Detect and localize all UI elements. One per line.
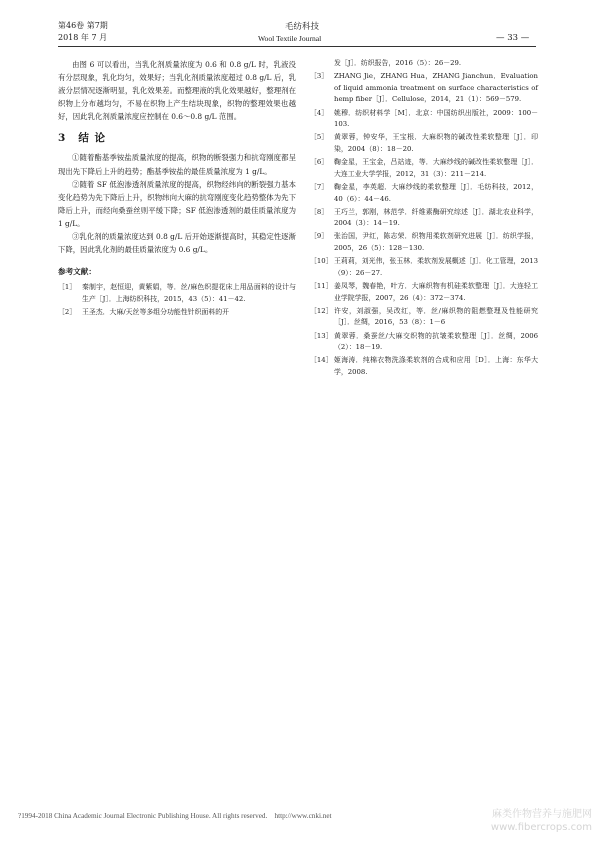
reference-text: 姬海涛．纯棉衣物洗涤柔软剂的合成和应用［D］．上海：东华大学，2008.	[334, 356, 538, 376]
reference-text: 秦制宇，赵恒迎，黄紫娟，等．丝/麻色织提花床上用品面料的设计与生产［J］．上海纺织科技，2015，43（5）：41－42.	[82, 283, 296, 303]
reference-item	[310, 355, 538, 378]
reference-number	[310, 58, 334, 70]
reference-item	[310, 331, 538, 354]
reference-item	[310, 132, 538, 155]
watermark: 麻类作物营养与施肥网 www.fibercrops.com	[490, 809, 592, 833]
reference-number: ［7］	[310, 182, 329, 191]
reference-number: ［12］	[310, 306, 333, 315]
reference-item	[58, 282, 296, 305]
reference-item	[310, 306, 538, 329]
reference-number: ［6］	[310, 158, 329, 167]
reference-item	[310, 58, 538, 70]
conclusion-item: ①随着酯基季铵盐质量浓度的提高，织物的断裂强力和抗弯刚度都呈现出先下降后上升的趋势；酯基季铵盐的最佳质量浓度为 1 g/L。	[58, 153, 296, 176]
reference-number: ［8］	[310, 207, 329, 216]
reference-item	[310, 71, 538, 106]
references-heading: 参考文献：	[58, 267, 96, 277]
reference-text: 鞠金星，李英超．大麻纱线的柔软整理［J］．毛纺科技，2012，40（6）：44－46.	[334, 182, 538, 203]
conclusion-item: ③乳化剂的质量浓度达到 0.8 g/L 后开始逐渐提高时，其稳定性逐渐下降，因此乳化剂的最佳质量浓度为 0.6 g/L。	[58, 232, 296, 255]
reference-number: ［1］	[58, 283, 77, 292]
reference-number: ［14］	[310, 356, 333, 365]
reference-number: ［4］	[310, 108, 329, 117]
reference-text: 黄翠蓉，钟安华，王宝根．大麻织物的碱改性柔软整理［J］．印染，2004（8）：18－20.	[334, 133, 538, 153]
reference-text: 许安，刘淑强，吴改红，等．丝/麻织物的阻燃整理及性能研究［J］．丝绸，2016，53（8）：1－6	[334, 306, 538, 327]
copyright-notice: ?1994-2018 China Academic Journal Electronic Publishing House. All rights reserved. http://www.cnki.net	[18, 812, 332, 820]
publication-date: 2018 年 7 月	[58, 33, 108, 42]
reference-text: 鞠金星，王宝金，吕站迹，等．大麻纱线的碱改性柔软整理［J］．大连工业大学学报，2012，31（3）：211－214.	[334, 158, 538, 178]
reference-text: 姜凤琴，魏春艳，叶方．大麻织物有机硅柔软整理［J］．大连轻工业学院学报，2007，26（4）：372－374.	[334, 282, 538, 302]
reference-item	[310, 182, 538, 205]
intro-paragraph: 由图 6 可以看出，当乳化剂质量浓度为 0.6 和 0.8 g/L 时，乳液没有分层现象，乳化均匀，效果好；当乳化剂质量浓度超过 0.8 g/L 后，乳液分层情况逐渐明显，乳化效果差。而整理液的乳化效果越好，整理剂在织物上分布越均匀，不易在织物上产生结块现象，织物的整理效果也越好，因此乳化剂质量浓度应控制在 0.6～0.8 g/L 范围。	[58, 60, 296, 122]
reference-number: ［10］	[310, 257, 333, 266]
reference-text: 姚穆．纺织材料学［M］．北京：中国纺织出版社，2009：100－103.	[334, 108, 538, 129]
reference-text: ZHANG Jie，ZHANG Hua，ZHANG Jianchun．Evaluation of liquid ammonia treatment on surface characteristics of hemp fiber［J］．Cellulose，2014，21（1）：569－579.	[334, 72, 538, 104]
page-number: — 33 —	[496, 33, 530, 43]
reference-text: 王莉莉，刘光伟，张玉林．柔软剂发展概述［J］．化工管理，2013（9）：26－27.	[334, 257, 538, 277]
conclusion-item: ②随着 SF 低泡渗透剂质量浓度的提高，织物经纬向的断裂强力基本变化趋势为先下降后上升，织物纬向大麻的抗弯刚度变化趋势整体为先下降后上升，而经向桑蚕丝则平缓下降；SF 低泡渗透剂的最佳质量浓度为 1 g/L。	[58, 179, 296, 228]
journal-title-en: Wool Textile Journal	[258, 34, 322, 43]
volume-issue: 第46卷 第7期	[58, 21, 108, 30]
reference-item	[58, 307, 296, 319]
reference-text: 发［J］．纺织报告，2016（5）：26－29.	[334, 59, 462, 67]
reference-item	[310, 281, 538, 304]
section-title: 结 论	[78, 132, 106, 145]
reference-number: ［13］	[310, 331, 333, 340]
reference-number: ［11］	[310, 282, 333, 291]
reference-number: ［3］	[310, 72, 329, 81]
reference-number: ［2］	[58, 308, 77, 316]
reference-number: ［5］	[310, 133, 329, 142]
reference-item	[310, 157, 538, 180]
reference-item	[310, 108, 538, 131]
reference-text: 王巧兰，郭刚，林范学．纤维素酶研究综述［J］．湖北农业科学，2004（3）：14－19.	[334, 207, 538, 228]
right-column	[310, 58, 538, 382]
reference-item	[310, 231, 538, 254]
reference-item	[310, 256, 538, 279]
reference-text: 黄翠蓉．桑蚕丝/大麻交织物的抗皱柔软整理［J］．丝绸，2006（2）：18－19.	[334, 331, 538, 352]
section-heading	[58, 130, 296, 145]
reference-text: 张治国，尹红，陈志荣．织物用柔软剂研究进展［J］．纺织学报，2005，26（5）：128－130.	[334, 232, 538, 253]
reference-item	[310, 207, 538, 230]
reference-number: ［9］	[310, 232, 329, 241]
header-rule	[58, 46, 536, 47]
section-number: 3	[58, 132, 67, 145]
left-column	[58, 58, 296, 320]
journal-title-cn: 毛纺科技	[285, 22, 320, 32]
reference-text: 王圣杰．大麻/天丝等多组分功能性针织面料的开	[82, 308, 230, 316]
